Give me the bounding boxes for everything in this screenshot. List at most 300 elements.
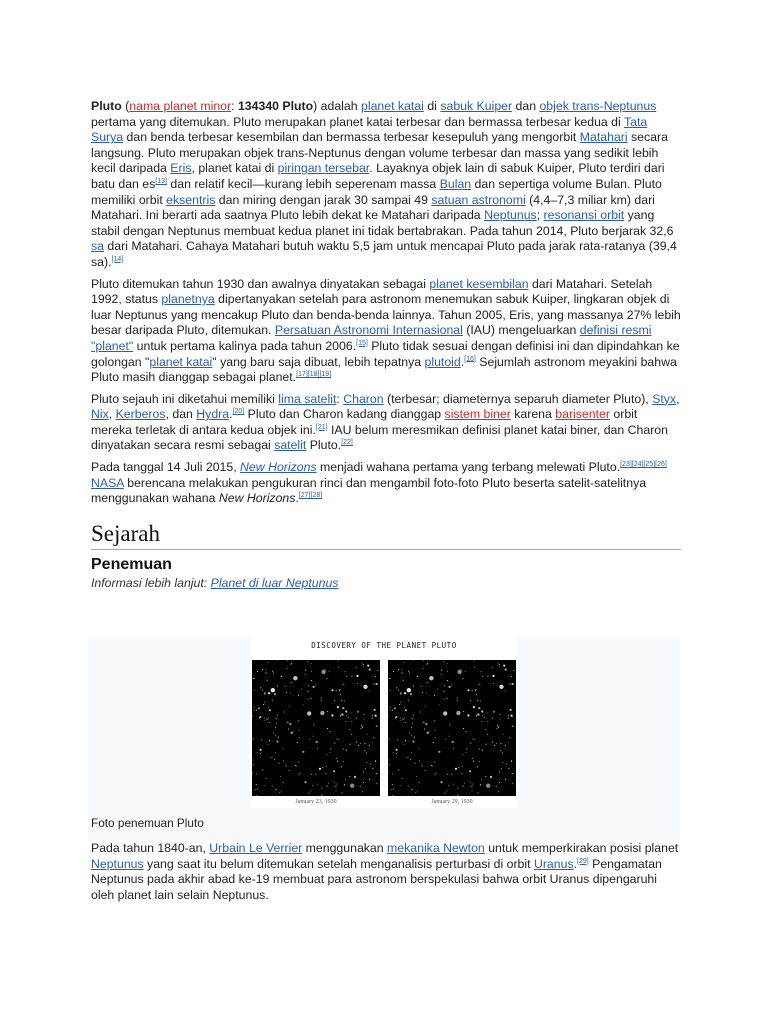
star — [317, 748, 318, 749]
article-link[interactable]: objek trans-Neptunus — [539, 99, 657, 113]
article-link[interactable]: Matahari — [579, 130, 628, 145]
star — [308, 685, 309, 686]
star — [330, 752, 331, 753]
article-link[interactable]: Styx — [652, 391, 677, 406]
star — [272, 786, 273, 787]
citation-reference[interactable]: [17][18][19] — [296, 371, 332, 378]
star — [309, 739, 310, 740]
star — [264, 785, 265, 786]
citation-reference[interactable]: [14] — [111, 255, 124, 263]
text-run: dan — [512, 99, 540, 113]
text-run: orbit mereka terletak di antara kedua objek ini. — [91, 407, 638, 437]
star — [457, 697, 458, 698]
star — [278, 763, 279, 764]
star — [376, 726, 377, 727]
star — [404, 744, 405, 745]
star — [298, 761, 299, 762]
star — [443, 691, 444, 692]
article-link[interactable]: Eris — [170, 161, 192, 176]
star — [434, 695, 435, 696]
plate-date-left: January 23, 1930 — [295, 799, 337, 805]
missing-article-link[interactable]: sistem biner — [444, 407, 511, 422]
star — [421, 686, 422, 687]
article-link[interactable]: Uranus — [533, 856, 574, 871]
star — [499, 666, 500, 667]
star — [272, 700, 273, 701]
star — [274, 759, 275, 760]
star — [334, 742, 335, 743]
star — [280, 776, 281, 777]
star-field — [252, 660, 380, 796]
star — [257, 789, 258, 790]
star — [364, 719, 365, 720]
star — [372, 768, 373, 769]
star — [310, 790, 311, 791]
star — [449, 686, 451, 688]
star — [472, 783, 473, 784]
star — [401, 672, 402, 673]
star — [260, 749, 262, 751]
star — [298, 774, 299, 775]
star — [327, 711, 328, 712]
star — [336, 690, 337, 691]
star — [499, 782, 500, 783]
star — [496, 786, 497, 787]
star — [254, 710, 255, 711]
star — [410, 693, 412, 695]
star — [336, 783, 337, 784]
star — [400, 720, 401, 721]
article-link[interactable]: definisi resmi "planet" — [91, 323, 652, 353]
article-link[interactable]: sabuk Kuiper — [440, 99, 513, 113]
text-run: Pluto dan Charon kadang dianggap — [244, 407, 445, 422]
article-link[interactable]: Hydra — [196, 407, 230, 422]
article-link[interactable]: plutoid — [424, 354, 461, 369]
star — [486, 784, 490, 788]
star — [476, 694, 477, 695]
star — [392, 784, 393, 785]
star — [253, 764, 254, 765]
star — [393, 752, 394, 753]
hatnote-link[interactable]: Planet di luar Neptunus — [210, 575, 339, 590]
star — [511, 715, 513, 717]
star — [505, 690, 506, 691]
star — [401, 778, 402, 779]
star — [412, 660, 413, 661]
star — [271, 757, 272, 758]
star — [500, 719, 501, 720]
star — [366, 752, 367, 753]
star — [425, 705, 426, 706]
star — [275, 727, 276, 728]
star — [481, 671, 482, 672]
star — [271, 688, 275, 692]
star — [463, 711, 464, 712]
plate-date-right: January 29, 1930 — [431, 799, 473, 805]
star — [404, 662, 405, 663]
star — [462, 678, 463, 679]
star — [457, 795, 458, 796]
star — [363, 771, 364, 772]
star — [340, 715, 341, 716]
star — [456, 711, 460, 715]
article-link[interactable]: Charon — [343, 391, 384, 406]
article-link[interactable]: Neptunus — [91, 856, 144, 871]
article-link[interactable]: piringan tersebar — [277, 161, 370, 176]
star — [336, 738, 337, 739]
star — [399, 704, 400, 705]
star — [369, 745, 370, 746]
star — [356, 742, 357, 743]
star — [313, 736, 314, 737]
intro-paragraph-4 — [91, 460, 681, 507]
article-link[interactable]: eksentris — [166, 192, 216, 207]
star — [269, 740, 270, 741]
star — [376, 783, 377, 784]
star — [287, 721, 288, 722]
star — [273, 673, 274, 674]
citation-reference[interactable]: [22] — [341, 439, 353, 447]
missing-article-link[interactable]: barisenter — [555, 407, 610, 422]
article-link[interactable]: Neptunus — [484, 208, 537, 223]
text-run: . Layaknya objek lain di sabuk Kuiper, Pluto terdiri dari batu dan es — [91, 161, 665, 191]
citation-reference[interactable]: [13] — [155, 177, 167, 185]
star — [477, 714, 479, 716]
citation-reference[interactable]: [23][24][25][26] — [620, 460, 667, 468]
article-link[interactable]: planet katai — [149, 354, 213, 369]
article-link[interactable]: satelit — [274, 438, 307, 453]
star — [331, 714, 333, 716]
star — [361, 724, 362, 725]
star — [268, 707, 269, 708]
article-link[interactable]: Tata Surya — [91, 114, 648, 145]
star — [289, 770, 290, 771]
citation-reference[interactable]: [21] — [315, 423, 328, 431]
star — [282, 748, 283, 749]
star — [499, 714, 500, 715]
star — [434, 720, 435, 721]
star — [492, 742, 493, 743]
text-run: . — [573, 856, 578, 871]
star — [407, 757, 408, 758]
article-link[interactable]: planet kesembilan — [429, 276, 529, 291]
star — [499, 664, 500, 665]
star — [315, 774, 316, 775]
article-link[interactable]: Urbain Le Verrier — [209, 841, 303, 855]
article-link[interactable]: mekanika Newton — [387, 841, 485, 855]
discovery-photo[interactable] — [250, 638, 518, 808]
star — [427, 682, 428, 683]
star — [278, 737, 279, 738]
star — [438, 704, 439, 705]
star — [493, 683, 494, 684]
star — [337, 761, 338, 762]
star — [447, 774, 448, 775]
star — [264, 692, 266, 694]
star — [374, 709, 376, 711]
star — [445, 739, 446, 740]
star — [337, 706, 339, 708]
star — [473, 660, 474, 661]
star — [512, 773, 513, 774]
article-link[interactable]: NASA — [91, 475, 124, 490]
star — [345, 671, 346, 672]
star — [433, 742, 434, 743]
star — [389, 678, 390, 679]
star — [422, 692, 423, 693]
star — [308, 661, 309, 662]
star-field — [388, 660, 516, 796]
star — [390, 707, 391, 708]
star — [447, 680, 448, 681]
citation-reference[interactable]: [20] — [232, 408, 245, 416]
star — [503, 665, 505, 667]
star — [363, 664, 364, 665]
text-run: (IAU) mengeluarkan — [462, 323, 580, 338]
star — [444, 793, 445, 794]
star — [375, 715, 377, 717]
star — [412, 722, 413, 723]
star — [290, 664, 291, 665]
article-link[interactable]: Persatuan Astronomi Internasional — [274, 323, 463, 338]
star — [363, 685, 367, 689]
italic-term: New Horizons — [218, 491, 296, 506]
star — [446, 698, 447, 699]
star — [412, 741, 414, 743]
star — [473, 761, 474, 762]
star — [299, 730, 300, 731]
text-run: untuk pertama kalinya pada tahun 2006. — [133, 338, 357, 353]
article-link[interactable]: planetnya — [161, 292, 215, 307]
star — [295, 765, 296, 766]
star — [327, 786, 328, 787]
star — [505, 669, 507, 671]
star — [487, 713, 488, 714]
star — [400, 785, 401, 786]
star — [512, 683, 514, 685]
star — [369, 779, 370, 780]
star — [276, 660, 277, 661]
star — [292, 731, 293, 732]
subsection-heading-penemuan: Penemuan — [91, 555, 172, 573]
star — [346, 715, 347, 716]
citation-reference[interactable]: [16] — [464, 355, 476, 363]
star — [389, 764, 390, 765]
star — [438, 751, 440, 753]
text-run: : — [336, 391, 344, 406]
star — [321, 700, 322, 701]
text-run: yang saat itu belum ditemukan setelah menganalisis perturbasi di orbit — [143, 856, 534, 871]
star — [275, 735, 276, 736]
star — [345, 710, 347, 712]
star — [317, 784, 318, 785]
citation-reference[interactable]: [15] — [356, 339, 368, 347]
star — [259, 716, 261, 718]
star — [496, 743, 497, 744]
star — [265, 672, 266, 673]
article-link[interactable]: sa — [91, 239, 104, 254]
star — [268, 744, 269, 745]
star — [417, 791, 418, 792]
star — [392, 773, 393, 774]
missing-article-link[interactable]: nama planet minor — [129, 99, 232, 113]
star — [506, 763, 507, 764]
star — [351, 734, 352, 735]
star — [364, 750, 365, 751]
star — [287, 660, 288, 661]
star — [279, 792, 280, 793]
star — [410, 759, 411, 760]
star — [322, 767, 323, 768]
star — [325, 766, 326, 767]
text-run: , planet katai di — [191, 161, 278, 176]
star — [487, 734, 488, 735]
star — [494, 745, 495, 746]
star — [503, 734, 504, 735]
star — [283, 760, 284, 761]
star — [329, 731, 330, 732]
star — [276, 789, 277, 790]
star — [277, 685, 278, 686]
star — [341, 766, 342, 767]
star — [343, 749, 344, 750]
star — [264, 702, 265, 703]
star — [403, 719, 404, 720]
star — [267, 680, 268, 681]
star — [427, 663, 428, 664]
text-run: dan benda terbesar kesembilan dan bermassa terbesar kesepuluh yang mengorbit — [123, 130, 580, 145]
star — [252, 716, 253, 717]
star — [480, 784, 481, 785]
star — [487, 721, 488, 722]
star — [308, 699, 309, 700]
star — [252, 772, 253, 773]
article-link[interactable]: Nix — [91, 407, 109, 422]
star — [388, 760, 389, 761]
star — [465, 671, 466, 672]
text-run: " yang baru saja dibuat, lebih tepatnya — [212, 354, 425, 369]
star — [267, 719, 268, 720]
star — [411, 752, 412, 753]
star — [478, 792, 479, 793]
star — [356, 718, 357, 719]
star — [420, 711, 421, 712]
hatnote — [91, 576, 681, 590]
article-link[interactable]: satuan astronomi — [431, 192, 526, 207]
star — [457, 670, 461, 674]
star — [350, 784, 354, 788]
star — [287, 668, 288, 669]
star — [414, 763, 415, 764]
text-run: , — [676, 391, 680, 406]
star — [293, 676, 297, 680]
article-link[interactable]: lima satelit — [278, 391, 337, 406]
star — [260, 753, 261, 754]
star — [377, 726, 378, 727]
star — [357, 683, 358, 684]
star — [492, 675, 494, 677]
photo-title: DISCOVERY OF THE PLANET PLUTO — [311, 641, 457, 650]
intro-paragraph-2 — [91, 277, 681, 386]
star — [400, 702, 401, 703]
star — [405, 709, 407, 711]
star — [453, 748, 454, 749]
article-link[interactable]: planet katai — [361, 99, 424, 113]
intro-paragraph-1 — [91, 99, 681, 271]
article-link[interactable]: Kerberos — [115, 407, 166, 422]
star — [276, 722, 277, 723]
star — [474, 739, 475, 740]
text-run: ; — [536, 208, 544, 223]
star — [349, 729, 350, 730]
star — [363, 782, 364, 783]
star — [263, 704, 264, 705]
star — [447, 671, 448, 672]
citation-reference[interactable]: [29] — [577, 857, 589, 865]
star — [393, 795, 394, 796]
star — [286, 692, 287, 693]
star — [372, 742, 373, 743]
star — [510, 737, 511, 738]
star — [400, 717, 401, 718]
star — [511, 676, 512, 677]
star — [289, 723, 291, 725]
star — [376, 773, 377, 774]
star — [405, 722, 406, 723]
star — [264, 717, 265, 718]
hatnote-prefix: Informasi lebih lanjut: — [91, 575, 211, 590]
star — [388, 772, 389, 773]
text-run: menggunakan — [302, 841, 388, 855]
star — [313, 724, 314, 725]
star — [481, 710, 483, 712]
star — [350, 744, 351, 745]
star — [262, 689, 263, 690]
text-run: secara langsung. Pluto merupakan objek trans-Neptunus dengan volume terbesar dan massa yang sedikit lebih kecil daripada — [91, 130, 668, 176]
star — [349, 776, 350, 777]
star — [435, 737, 436, 738]
text-run: dari Matahari. Cahaya Matahari butuh waktu 5,5 jam untuk mencapai Pluto pada jarak rata-ratanya (39,4 sa). — [91, 239, 677, 269]
star — [389, 738, 390, 739]
text-run: Pluto. — [306, 438, 342, 453]
star — [487, 676, 488, 677]
star — [498, 791, 499, 792]
star — [277, 715, 278, 716]
star — [505, 779, 506, 780]
star — [357, 711, 359, 713]
star — [457, 787, 458, 788]
star — [284, 711, 285, 712]
citation-reference[interactable]: [27][28] — [298, 492, 323, 500]
star — [299, 737, 300, 738]
star — [482, 750, 483, 751]
star-plate-left — [252, 660, 380, 796]
star — [321, 795, 322, 796]
star — [423, 660, 424, 661]
article-link[interactable]: New Horizons — [240, 460, 317, 475]
star — [415, 792, 416, 793]
star — [311, 680, 312, 681]
star — [423, 721, 424, 722]
star — [434, 774, 435, 775]
article-link[interactable]: resonansi orbit — [543, 208, 625, 223]
star — [360, 743, 361, 744]
text-run: Pengamatan Neptunus pada akhir abad ke-19 membuat para astronom berspekulasi bahwa orbit Uranus dipengaruhi oleh planet lain selain Neptunus. — [91, 856, 662, 902]
article-link[interactable]: Bulan — [439, 176, 472, 191]
star — [341, 700, 342, 701]
star — [402, 673, 403, 674]
star — [508, 715, 509, 716]
